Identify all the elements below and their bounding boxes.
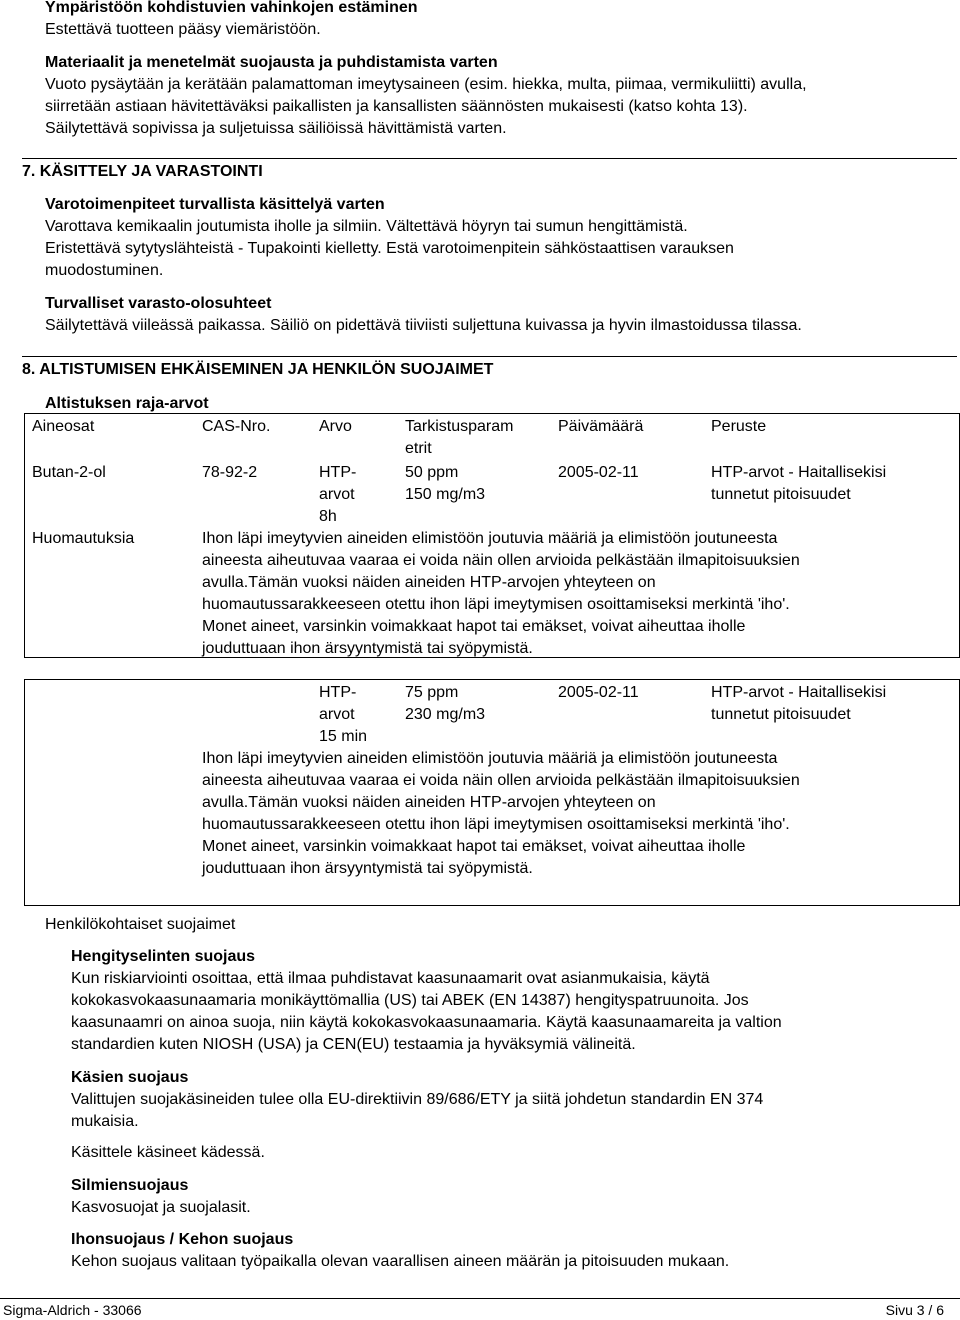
col-header-param: etrit bbox=[405, 440, 432, 457]
eye-heading: Silmiensuojaus bbox=[71, 1177, 189, 1194]
ppe-heading: Henkilökohtaiset suojaimet bbox=[45, 916, 236, 933]
remarks-line: huomautussarakkeeseen otettu ihon läpi imeytymisen osoittamiseksi merkintä 'iho'. bbox=[202, 596, 790, 613]
remarks-line: aineesta aiheutuvaa vaaraa ei voida näin ollen arvioida pelkästään ilmapitoisuuksien bbox=[202, 772, 800, 789]
page-number: Sivu 3 / 6 bbox=[885, 1302, 944, 1318]
value-type: arvot bbox=[319, 486, 355, 503]
cleanup-heading: Materiaalit ja menetelmät suojausta ja puhdistamista varten bbox=[45, 54, 498, 71]
remarks-line: jouduttuaan ihon ärsyyntymistä tai syöpymistä. bbox=[202, 860, 533, 877]
value-type: 8h bbox=[319, 508, 337, 525]
section-divider bbox=[22, 158, 957, 159]
value-type: HTP- bbox=[319, 684, 357, 701]
col-header-cas: CAS-Nro. bbox=[202, 418, 271, 435]
handling-line: Varottava kemikaalin joutumista iholle ja silmiin. Vältettävä höyryn tai sumun hengittämistä. bbox=[45, 218, 688, 235]
limit-basis: tunnetut pitoisuudet bbox=[711, 706, 851, 723]
handling-line: muodostuminen. bbox=[45, 262, 164, 279]
limits-table-2 bbox=[24, 679, 960, 906]
cleanup-line: Säilytettävä sopivissa ja suljetuissa säiliöissä hävittämistä varten. bbox=[45, 120, 507, 137]
value-type: 15 min bbox=[319, 728, 368, 745]
remarks-line: jouduttuaan ihon ärsyyntymistä tai syöpymistä. bbox=[202, 640, 533, 657]
storage-text: Säilytettävä viileässä paikassa. Säiliö on pidettävä tiiviisti suljettuna kuivassa ja hyvin ilmastoidussa tilassa. bbox=[45, 317, 802, 334]
limit-value: 150 mg/m3 bbox=[405, 486, 486, 503]
hand-text: Käsittele käsineet kädessä. bbox=[71, 1144, 265, 1161]
body-heading: Ihonsuojaus / Kehon suojaus bbox=[71, 1231, 294, 1248]
hand-line: Valittujen suojakäsineiden tulee olla EU-direktiivin 89/686/ETY ja siitä johdetun standardin EN 374 bbox=[71, 1091, 764, 1108]
limit-value: 50 ppm bbox=[405, 464, 459, 481]
section-divider bbox=[22, 356, 957, 357]
section-8-title: 8. ALTISTUMISEN EHKÄISEMINEN JA HENKILÖN SUOJAIMET bbox=[22, 361, 494, 378]
remarks-line: avulla.Tämän vuoksi näiden aineiden HTP-arvojen yhteyteen on bbox=[202, 574, 656, 591]
respiratory-line: standardien kuten NIOSH (USA) ja CEN(EU) testaamia ja hyväksymiä välineitä. bbox=[71, 1036, 636, 1053]
remarks-line: aineesta aiheutuvaa vaaraa ei voida näin ollen arvioida pelkästään ilmapitoisuuksien bbox=[202, 552, 800, 569]
remarks-line: Ihon läpi imeytyvien aineiden elimistöön joutuvia määriä ja elimistöön joutuneesta bbox=[202, 530, 778, 547]
hand-line: mukaisia. bbox=[71, 1113, 139, 1130]
respiratory-line: Kun riskiarviointi osoittaa, että ilmaa puhdistavat kaasunaamarit ovat asianmukaisia, käytä bbox=[71, 970, 710, 987]
env-text: Estettävä tuotteen pääsy viemäristöön. bbox=[45, 21, 321, 38]
remarks-line: Monet aineet, varsinkin voimakkaat hapot tai emäkset, voivat aiheuttaa iholle bbox=[202, 618, 746, 635]
respiratory-heading: Hengityselinten suojaus bbox=[71, 948, 256, 965]
cleanup-line: Vuoto pysäytään ja kerätään palamattoman imeytysaineen (esim. hiekka, multa, piimaa, vermikuliitti) avulla, bbox=[45, 76, 807, 93]
remarks-line: huomautussarakkeeseen otettu ihon läpi imeytymisen osoittamiseksi merkintä 'iho'. bbox=[202, 816, 790, 833]
value-type: arvot bbox=[319, 706, 355, 723]
limit-value: 230 mg/m3 bbox=[405, 706, 486, 723]
footer-left: Sigma-Aldrich - 33066 bbox=[3, 1302, 142, 1318]
handling-heading: Varotoimenpiteet turvallista käsittelyä varten bbox=[45, 196, 385, 213]
remarks-line: Monet aineet, varsinkin voimakkaat hapot tai emäkset, voivat aiheuttaa iholle bbox=[202, 838, 746, 855]
remarks-line: Ihon läpi imeytyvien aineiden elimistöön joutuvia määriä ja elimistöön joutuneesta bbox=[202, 750, 778, 767]
respiratory-line: kokokasvokaasunaamaria monikäyttömallia (US) tai ABEK (EN 14387) hengityspatruunoita. Jos bbox=[71, 992, 749, 1009]
storage-heading: Turvalliset varasto-olosuhteet bbox=[45, 295, 272, 312]
value-type: HTP- bbox=[319, 464, 357, 481]
footer-divider bbox=[0, 1298, 960, 1299]
col-header-arvo: Arvo bbox=[319, 418, 352, 435]
remarks-label: Huomautuksia bbox=[32, 530, 135, 547]
limit-date: 2005-02-11 bbox=[558, 684, 639, 701]
body-text: Kehon suojaus valitaan työpaikalla olevan vaarallisen aineen määrän ja pitoisuuden mukaan. bbox=[71, 1253, 730, 1270]
env-heading: Ympäristöön kohdistuvien vahinkojen estäminen bbox=[45, 0, 418, 16]
respiratory-line: kaasunaamri on ainoa suoja, niin käytä kokokasvokaasunaamaria. Käytä kaasunaamareita ja valtion bbox=[71, 1014, 782, 1031]
hand-heading: Käsien suojaus bbox=[71, 1069, 189, 1086]
substance-name: Butan-2-ol bbox=[32, 464, 106, 481]
cas-number: 78-92-2 bbox=[202, 464, 258, 481]
col-header-param: Tarkistusparam bbox=[405, 418, 514, 435]
limit-basis: HTP-arvot - Haitallisekisi bbox=[711, 464, 887, 481]
section-7-title: 7. KÄSITTELY JA VARASTOINTI bbox=[22, 163, 263, 180]
col-header-date: Päivämäärä bbox=[558, 418, 644, 435]
limits-table bbox=[24, 413, 960, 658]
eye-text: Kasvosuojat ja suojalasit. bbox=[71, 1199, 251, 1216]
limit-basis: tunnetut pitoisuudet bbox=[711, 486, 851, 503]
col-header-aineosat: Aineosat bbox=[32, 418, 95, 435]
limits-heading: Altistuksen raja-arvot bbox=[45, 395, 209, 412]
limit-date: 2005-02-11 bbox=[558, 464, 639, 481]
handling-line: Eristettävä sytytyslähteistä - Tupakointi kielletty. Estä varotoimenpitein sähköstaattisen varauksen bbox=[45, 240, 734, 257]
remarks-line: avulla.Tämän vuoksi näiden aineiden HTP-arvojen yhteyteen on bbox=[202, 794, 656, 811]
cleanup-line: siirretään astiaan hävitettäväksi paikallisten ja kansallisten säännösten mukaisesti (katso kohta 13). bbox=[45, 98, 748, 115]
limit-value: 75 ppm bbox=[405, 684, 459, 701]
col-header-basis: Peruste bbox=[711, 418, 767, 435]
limit-basis: HTP-arvot - Haitallisekisi bbox=[711, 684, 887, 701]
